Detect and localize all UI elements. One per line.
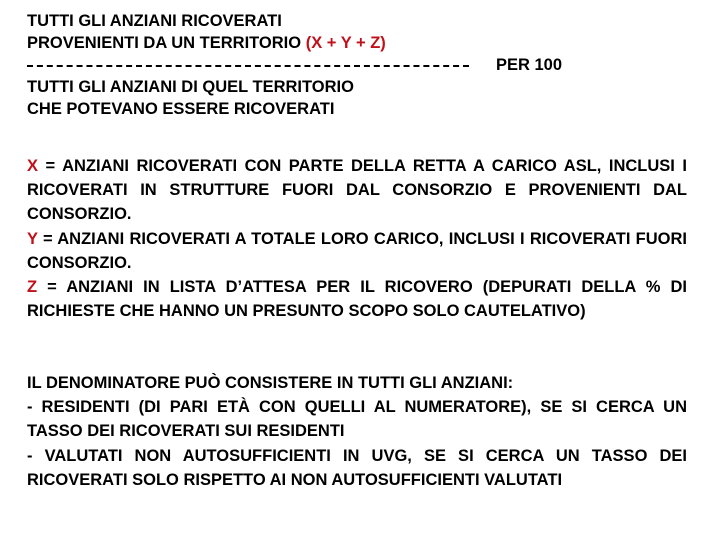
denominator-intro: IL DENOMINATORE PUÒ CONSISTERE IN TUTTI GLI ANZIANI: <box>27 374 514 392</box>
denominator-option-assessed: - VALUTATI NON AUTOSUFFICIENTI IN UVG, SE SI CERCA UN TASSO DEI RICOVERATI SOLO RISPETTO AI NON AUTOSUFFICIENTI VALUTATI <box>27 446 687 489</box>
definition-y-text: = ANZIANI RICOVERATI A TOTALE LORO CARICO, INCLUSI I RICOVERATI FUORI CONSORZIO. <box>27 229 687 272</box>
variable-z-label: Z <box>27 278 38 297</box>
variable-y-label: Y <box>27 229 38 248</box>
variable-x-label: X <box>27 157 39 175</box>
definition-z-text: = ANZIANI IN LISTA D’ATTESA PER IL RICOVERO (DEPURATI DELLA % DI RICHIESTE CHE HANNO UN PRESUNTO SCOPO SOLO CAUTELATIVO) <box>27 278 687 321</box>
rate-formula <box>27 10 562 120</box>
numerator-variables: (X + Y + Z) <box>305 34 386 52</box>
per-100-label: PER 100 <box>496 56 563 74</box>
denominator-line-2: CHE POTEVANO ESSERE RICOVERATI <box>27 100 335 118</box>
denominator-option-residents: - RESIDENTI (DI PARI ETÀ CON QUELLI AL NUMERATORE), SE SI CERCA UN TASSO DEI RICOVERATI SUI RESIDENTI <box>27 398 687 441</box>
definition-x-text: = ANZIANI RICOVERATI CON PARTE DELLA RETTA A CARICO ASL, INCLUSI I RICOVERATI IN STRUTTURE FUORI DAL CONSORZIO E PROVENIENTI DAL CONSORZIO. <box>27 157 687 224</box>
fraction-bar <box>27 65 469 67</box>
definition-z <box>27 275 687 323</box>
denominator-note <box>27 371 687 492</box>
numerator-line-1: TUTTI GLI ANZIANI RICOVERATI <box>27 12 282 30</box>
denominator-line-1: TUTTI GLI ANZIANI DI QUEL TERRITORIO <box>27 78 354 96</box>
definition-x <box>27 154 687 227</box>
fraction-bar-row <box>27 54 562 76</box>
variable-definitions <box>27 154 687 323</box>
numerator-line-2 <box>27 32 562 54</box>
numerator-line-2-text: PROVENIENTI DA UN TERRITORIO <box>27 34 302 52</box>
definition-y <box>27 227 687 275</box>
